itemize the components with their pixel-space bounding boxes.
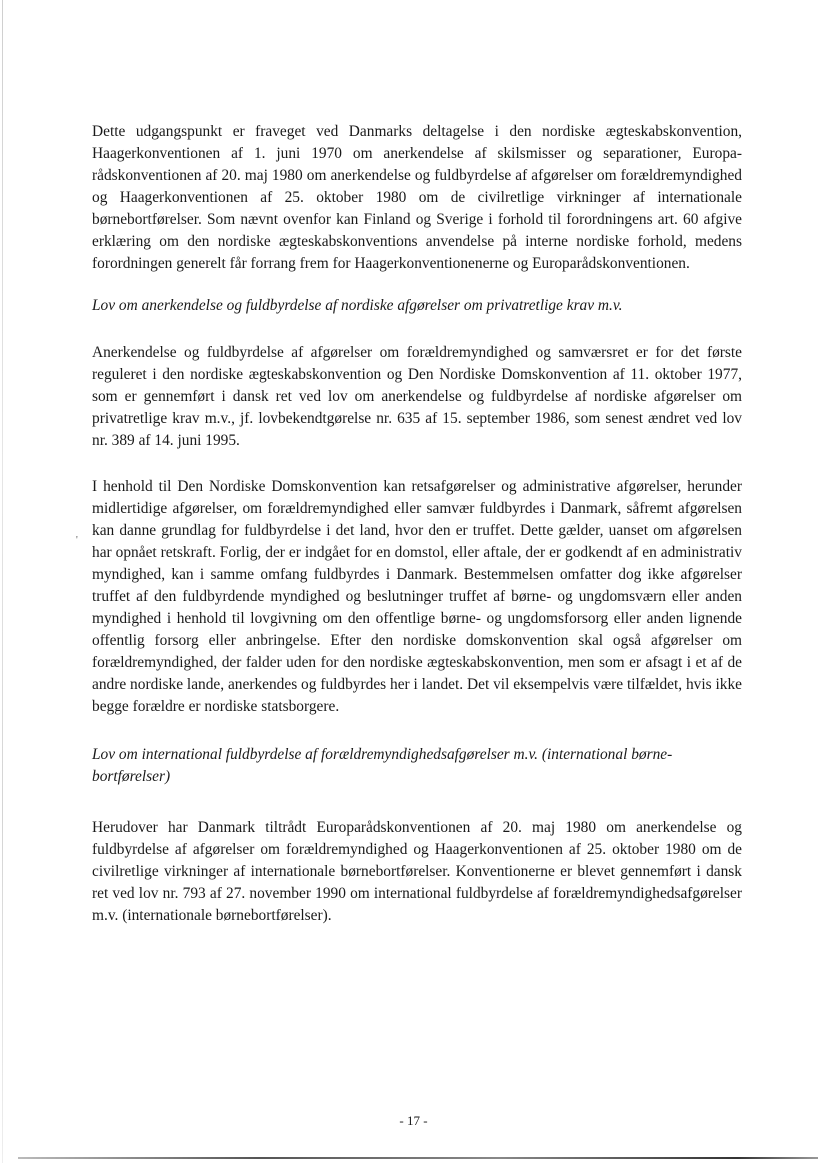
margin-mark: ' <box>76 535 78 546</box>
document-body <box>92 121 742 927</box>
scan-edge <box>2 0 3 1163</box>
page-number: - 17 - <box>399 1113 428 1128</box>
paragraph-1: Dette udgangspunkt er fraveget ved Danmarks deltagelse i den nordiske ægteskabskonvention, Haagerkonventionen af 1. juni 1970 om anerkendelse af skilsmisser og separationer, Europarådskonventionen af 20. maj 1980 om anerkendelse og fuldbyrdelse af afgørelser om forældremyndighed og Haagerkonventionen af 25. oktober 1980 om de civilretlige virkninger af internationale børnebortførelser. Som nævnt ovenfor kan Finland og Sverige i forhold til forordningens art. 60 afgive erklæring om den nordiske ægteskabskonventions anvendelse på interne nordiske forhold, medens forordningen generelt får forrang frem for Haagerkonventionenerne og Europarådskonventionen. <box>92 123 742 272</box>
paragraph-3: I henhold til Den Nordiske Domskonvention kan retsafgørelser og administrative afgørelser, herunder midlertidige afgørelser, om forældremyndighed eller samvær fuldbyrdes i Danmark, såfremt afgørelsen kan danne grundlag for fuldbyrdelse i det land, hvor den er truffet. Dette gælder, uanset om afgørelsen har opnået retskraft. Forlig, der er indgået for en domstol, eller aftale, der er godkendt af en administrativ myndighed, kan i samme omfang fuldbyrdes i Danmark. Bestemmelsen omfatter dog ikke afgørelser truffet af den fuldbyrdende myndighed og beslutninger truffet af børne- og ungdomsværn eller anden myndighed i henhold til lovgivning om den offentlige børne- og ungdomsforsorg eller anden lignende offentlig forsorg eller anbringelse. Efter den nordiske domskonvention skal også afgørelser om forældremyndighed, der falder uden for den nordiske ægteskabskonvention, men som er afsagt i et af de andre nordiske lande, anerkendes og fuldbyrdes her i landet. Det vil eksempelvis være tilfældet, hvis ikke begge forældre er nordiske statsborgere. <box>92 478 742 715</box>
paragraph-4: Herudover har Danmark tiltrådt Europarådskonventionen af 20. maj 1980 om anerkendelse og fuldbyrdelse af afgørelser om forældremyndighed og Haagerkonventionen af 25. oktober 1980 om de civilretlige virkninger af internationale børnebortførelser. Konventionerne er blevet gennemført i dansk ret ved lov nr. 793 af 27. november 1990 om international fuldbyrdelse af forældremyndighedsafgørelser m.v. (internationale børnebortførelser). <box>92 819 742 924</box>
section-heading-1: Lov om anerkendelse og fuldbyrdelse af nordiske afgørelser om privatretlige krav m.v. <box>92 297 623 314</box>
footer-rule <box>18 1157 818 1159</box>
section-heading-2: Lov om international fuldbyrdelse af forældremyndighedsafgørelser m.v. (international børnebortførelser) <box>92 746 673 785</box>
paragraph-2: Anerkendelse og fuldbyrdelse af afgørelser om forældremyndighed og samværsret er for det første reguleret i den nordiske ægteskabskonvention og Den Nordiske Domskonvention af 11. oktober 1977, som er gennemført i dansk ret ved lov om anerkendelse og fuldbyrdelse af nordiske afgørelser om privatretlige krav m.v., jf. lovbekendtgørelse nr. 635 af 15. september 1986, som senest ændret ved lov nr. 389 af 14. juni 1995. <box>92 344 742 449</box>
